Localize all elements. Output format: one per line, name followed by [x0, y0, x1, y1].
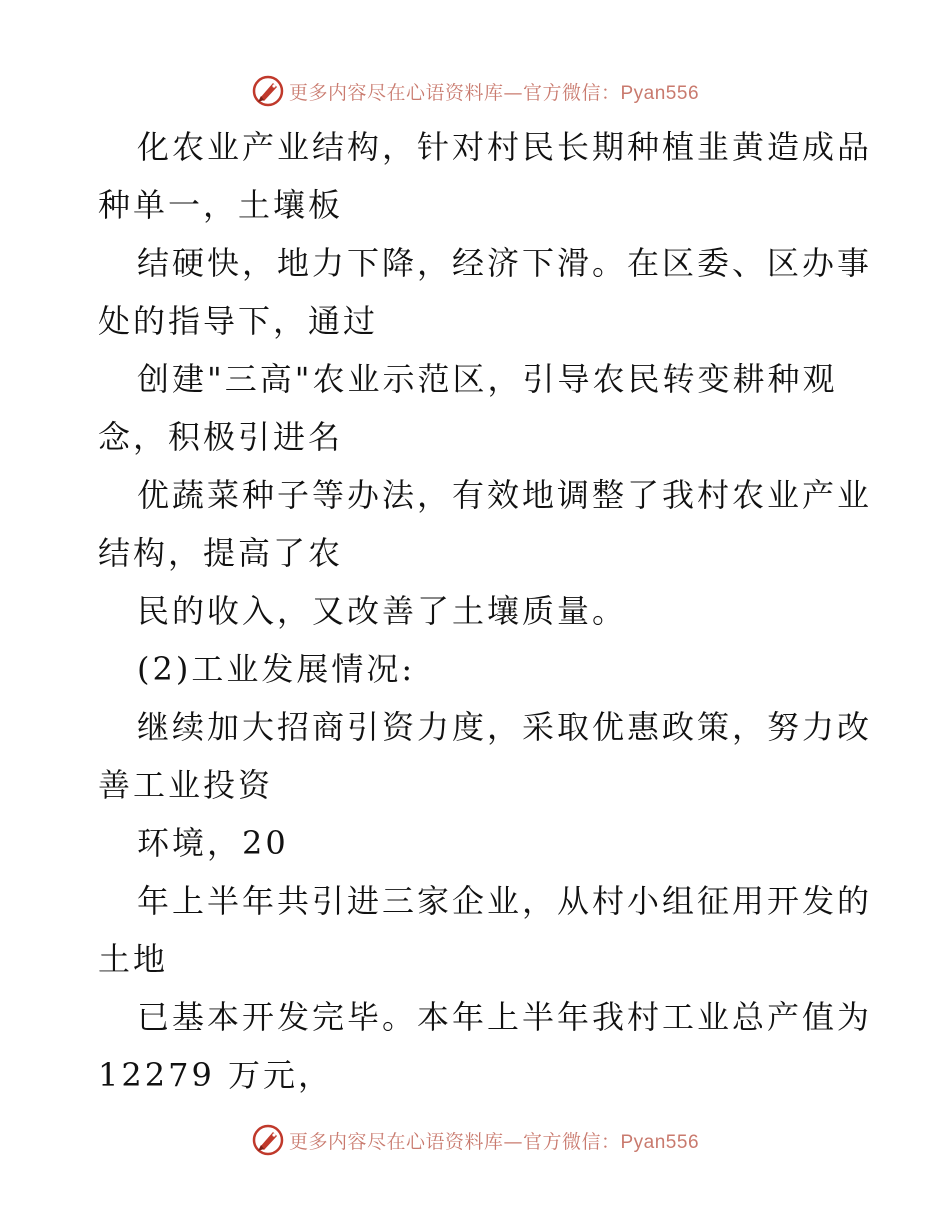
watermark-text: [289, 78, 699, 105]
text-line: 民的收入，又改善了土壤质量。: [137, 592, 628, 630]
header-watermark: [0, 71, 950, 111]
watermark-separator: —: [503, 81, 523, 104]
text-line: 结硬快，地力下降，经济下滑。在区委、区办事: [137, 244, 873, 282]
text-line: 12279 万元，: [98, 1056, 333, 1094]
watermark-wechat-label: 官方微信：: [522, 81, 621, 104]
text-line: 结构，提高了农: [98, 534, 344, 572]
footer-watermark: [0, 1120, 950, 1160]
text-line: 年上半年共引进三家企业，从村小组征用开发的: [137, 882, 873, 920]
section-heading: (2)工业发展情况:: [137, 650, 416, 688]
text-line: 环境，20: [137, 824, 289, 862]
text-line: 土地: [98, 940, 169, 978]
text-line: 善工业投资: [98, 766, 274, 804]
watermark-wechat-id: Pyan556: [620, 1131, 700, 1153]
text-line: 已基本开发完毕。本年上半年我村工业总产值为: [137, 998, 873, 1036]
text-line: 处的指导下，通过: [98, 302, 379, 340]
watermark-wechat-label: 官方微信：: [522, 1130, 621, 1153]
watermark-site-name: 更多内容尽在心语资料库: [288, 81, 504, 104]
pen-nib-logo-icon: [251, 1123, 285, 1157]
text-line: 继续加大招商引资力度，采取优惠政策，努力改: [137, 708, 873, 746]
text-line: 优蔬菜种子等办法，有效地调整了我村农业产业: [137, 476, 873, 514]
text-line: 创建"三高"农业示范区，引导农民转变耕种观: [137, 360, 838, 398]
watermark-text: [289, 1127, 699, 1154]
text-line: 化农业产业结构，针对村民长期种植韭黄造成品: [137, 128, 873, 166]
text-line: 种单一，土壤板: [98, 186, 344, 224]
pen-nib-logo-icon: [251, 74, 285, 108]
watermark-wechat-id: Pyan556: [620, 82, 700, 104]
text-line: 念，积极引进名: [98, 418, 344, 456]
watermark-site-name: 更多内容尽在心语资料库: [288, 1130, 504, 1153]
watermark-separator: —: [503, 1130, 523, 1153]
